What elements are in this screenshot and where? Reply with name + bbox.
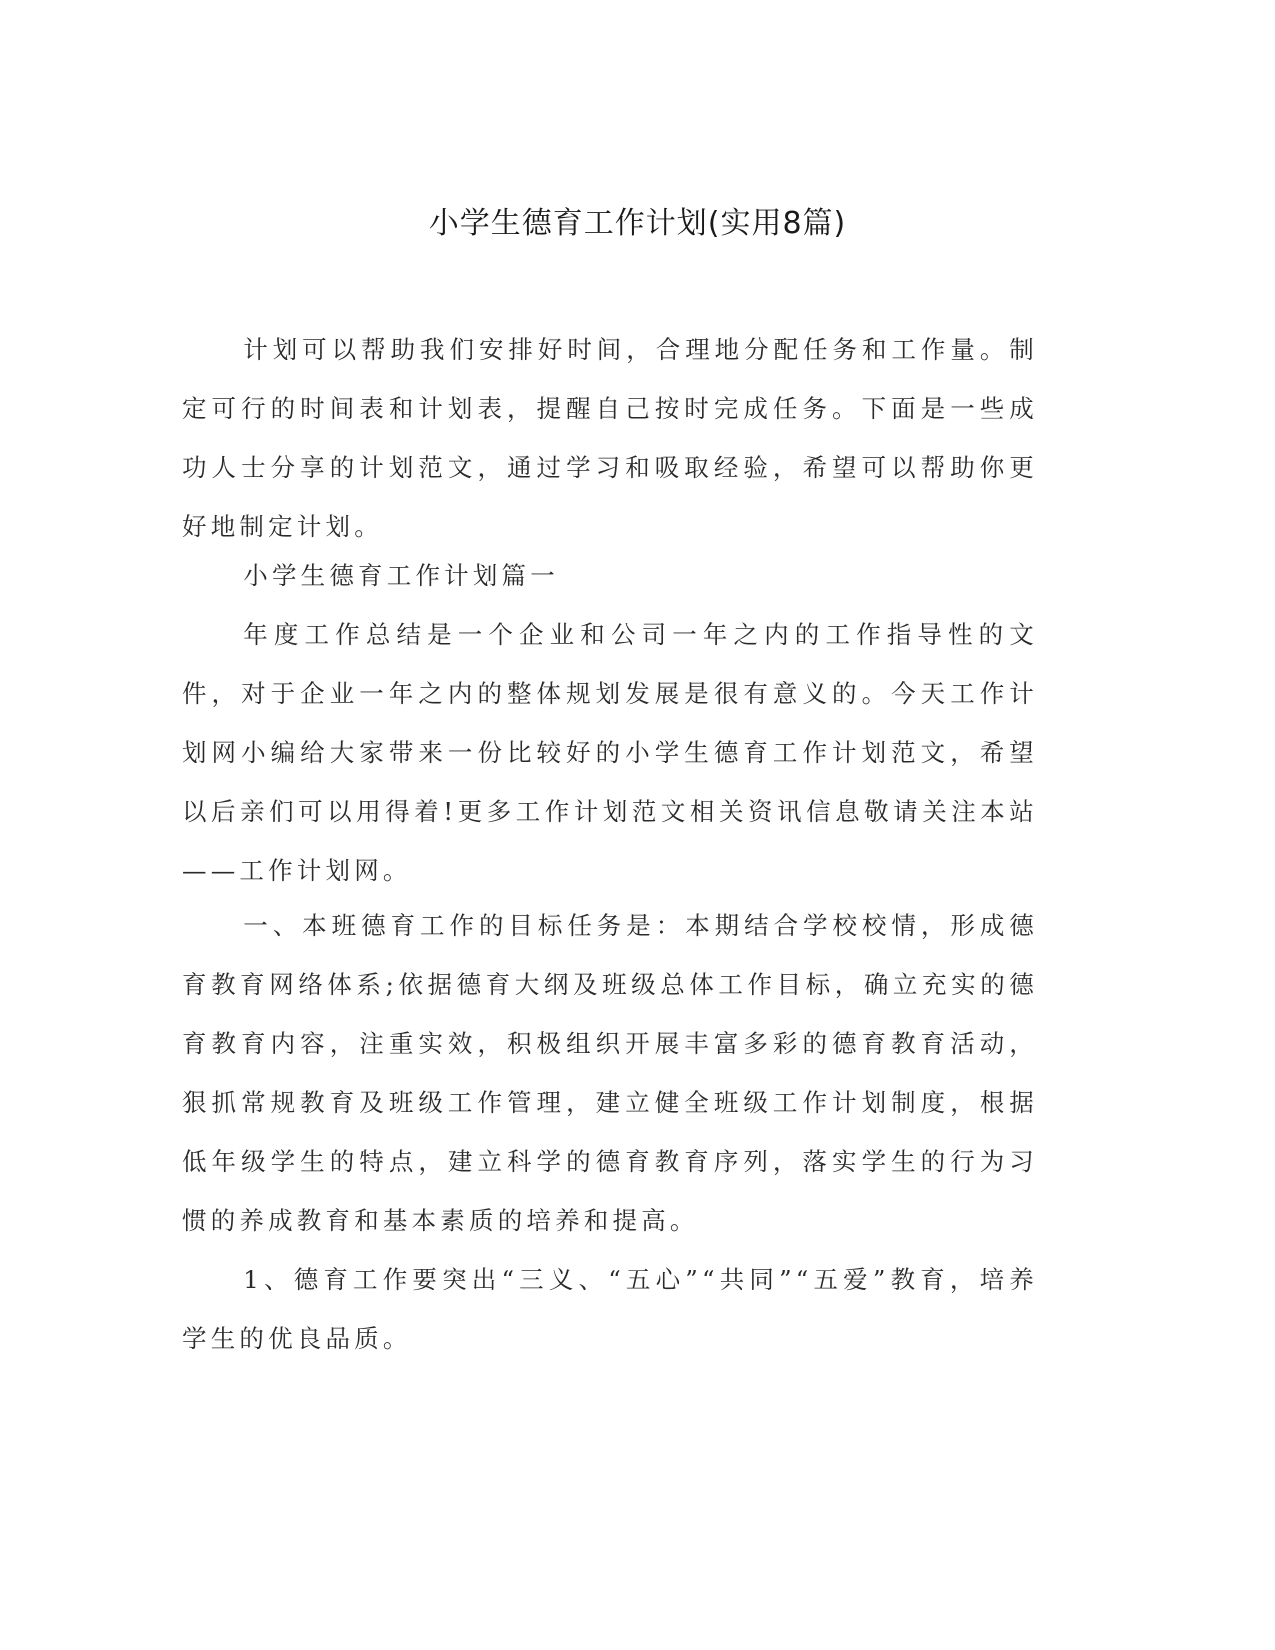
paragraph-text: 计划可以帮助我们安排好时间，合理地分配任务和工作量。制定可行的时间表和计划表，提醒自己按时完成任务。下面是一些成功人士分享的计划范文，通过学习和吸取经验，希望可以帮助你更好地制定计划。 bbox=[182, 335, 1038, 541]
section-heading-text: 小学生德育工作计划篇一 bbox=[243, 561, 559, 590]
section-heading bbox=[182, 546, 1038, 605]
paragraph-item-1 bbox=[182, 1250, 1038, 1368]
paragraph-goals bbox=[182, 896, 1038, 1250]
paragraph-text: 1、德育工作要突出“三义、“五心”“共同”“五爱”教育，培养学生的优良品质。 bbox=[182, 1265, 1038, 1353]
document-title: 小学生德育工作计划(实用8篇) bbox=[428, 206, 847, 241]
paragraph-intro bbox=[182, 320, 1038, 556]
paragraph-text: 年度工作总结是一个企业和公司一年之内的工作指导性的文件，对于企业一年之内的整体规划发展是很有意义的。今天工作计划网小编给大家带来一份比较好的小学生德育工作计划范文，希望以后亲们可以用得着!更多工作计划范文相关资讯信息敬请关注本站——工作计划网。 bbox=[182, 620, 1038, 885]
paragraph-summary bbox=[182, 605, 1038, 900]
paragraph-text: 一、本班德育工作的目标任务是：本期结合学校校情，形成德育教育网络体系;依据德育大纲及班级总体工作目标，确立充实的德育教育内容，注重实效，积极组织开展丰富多彩的德育教育活动，狠抓常规教育及班级工作管理，建立健全班级工作计划制度，根据低年级学生的特点，建立科学的德育教育序列，落实学生的行为习惯的养成教育和基本素质的培养和提高。 bbox=[182, 911, 1038, 1235]
